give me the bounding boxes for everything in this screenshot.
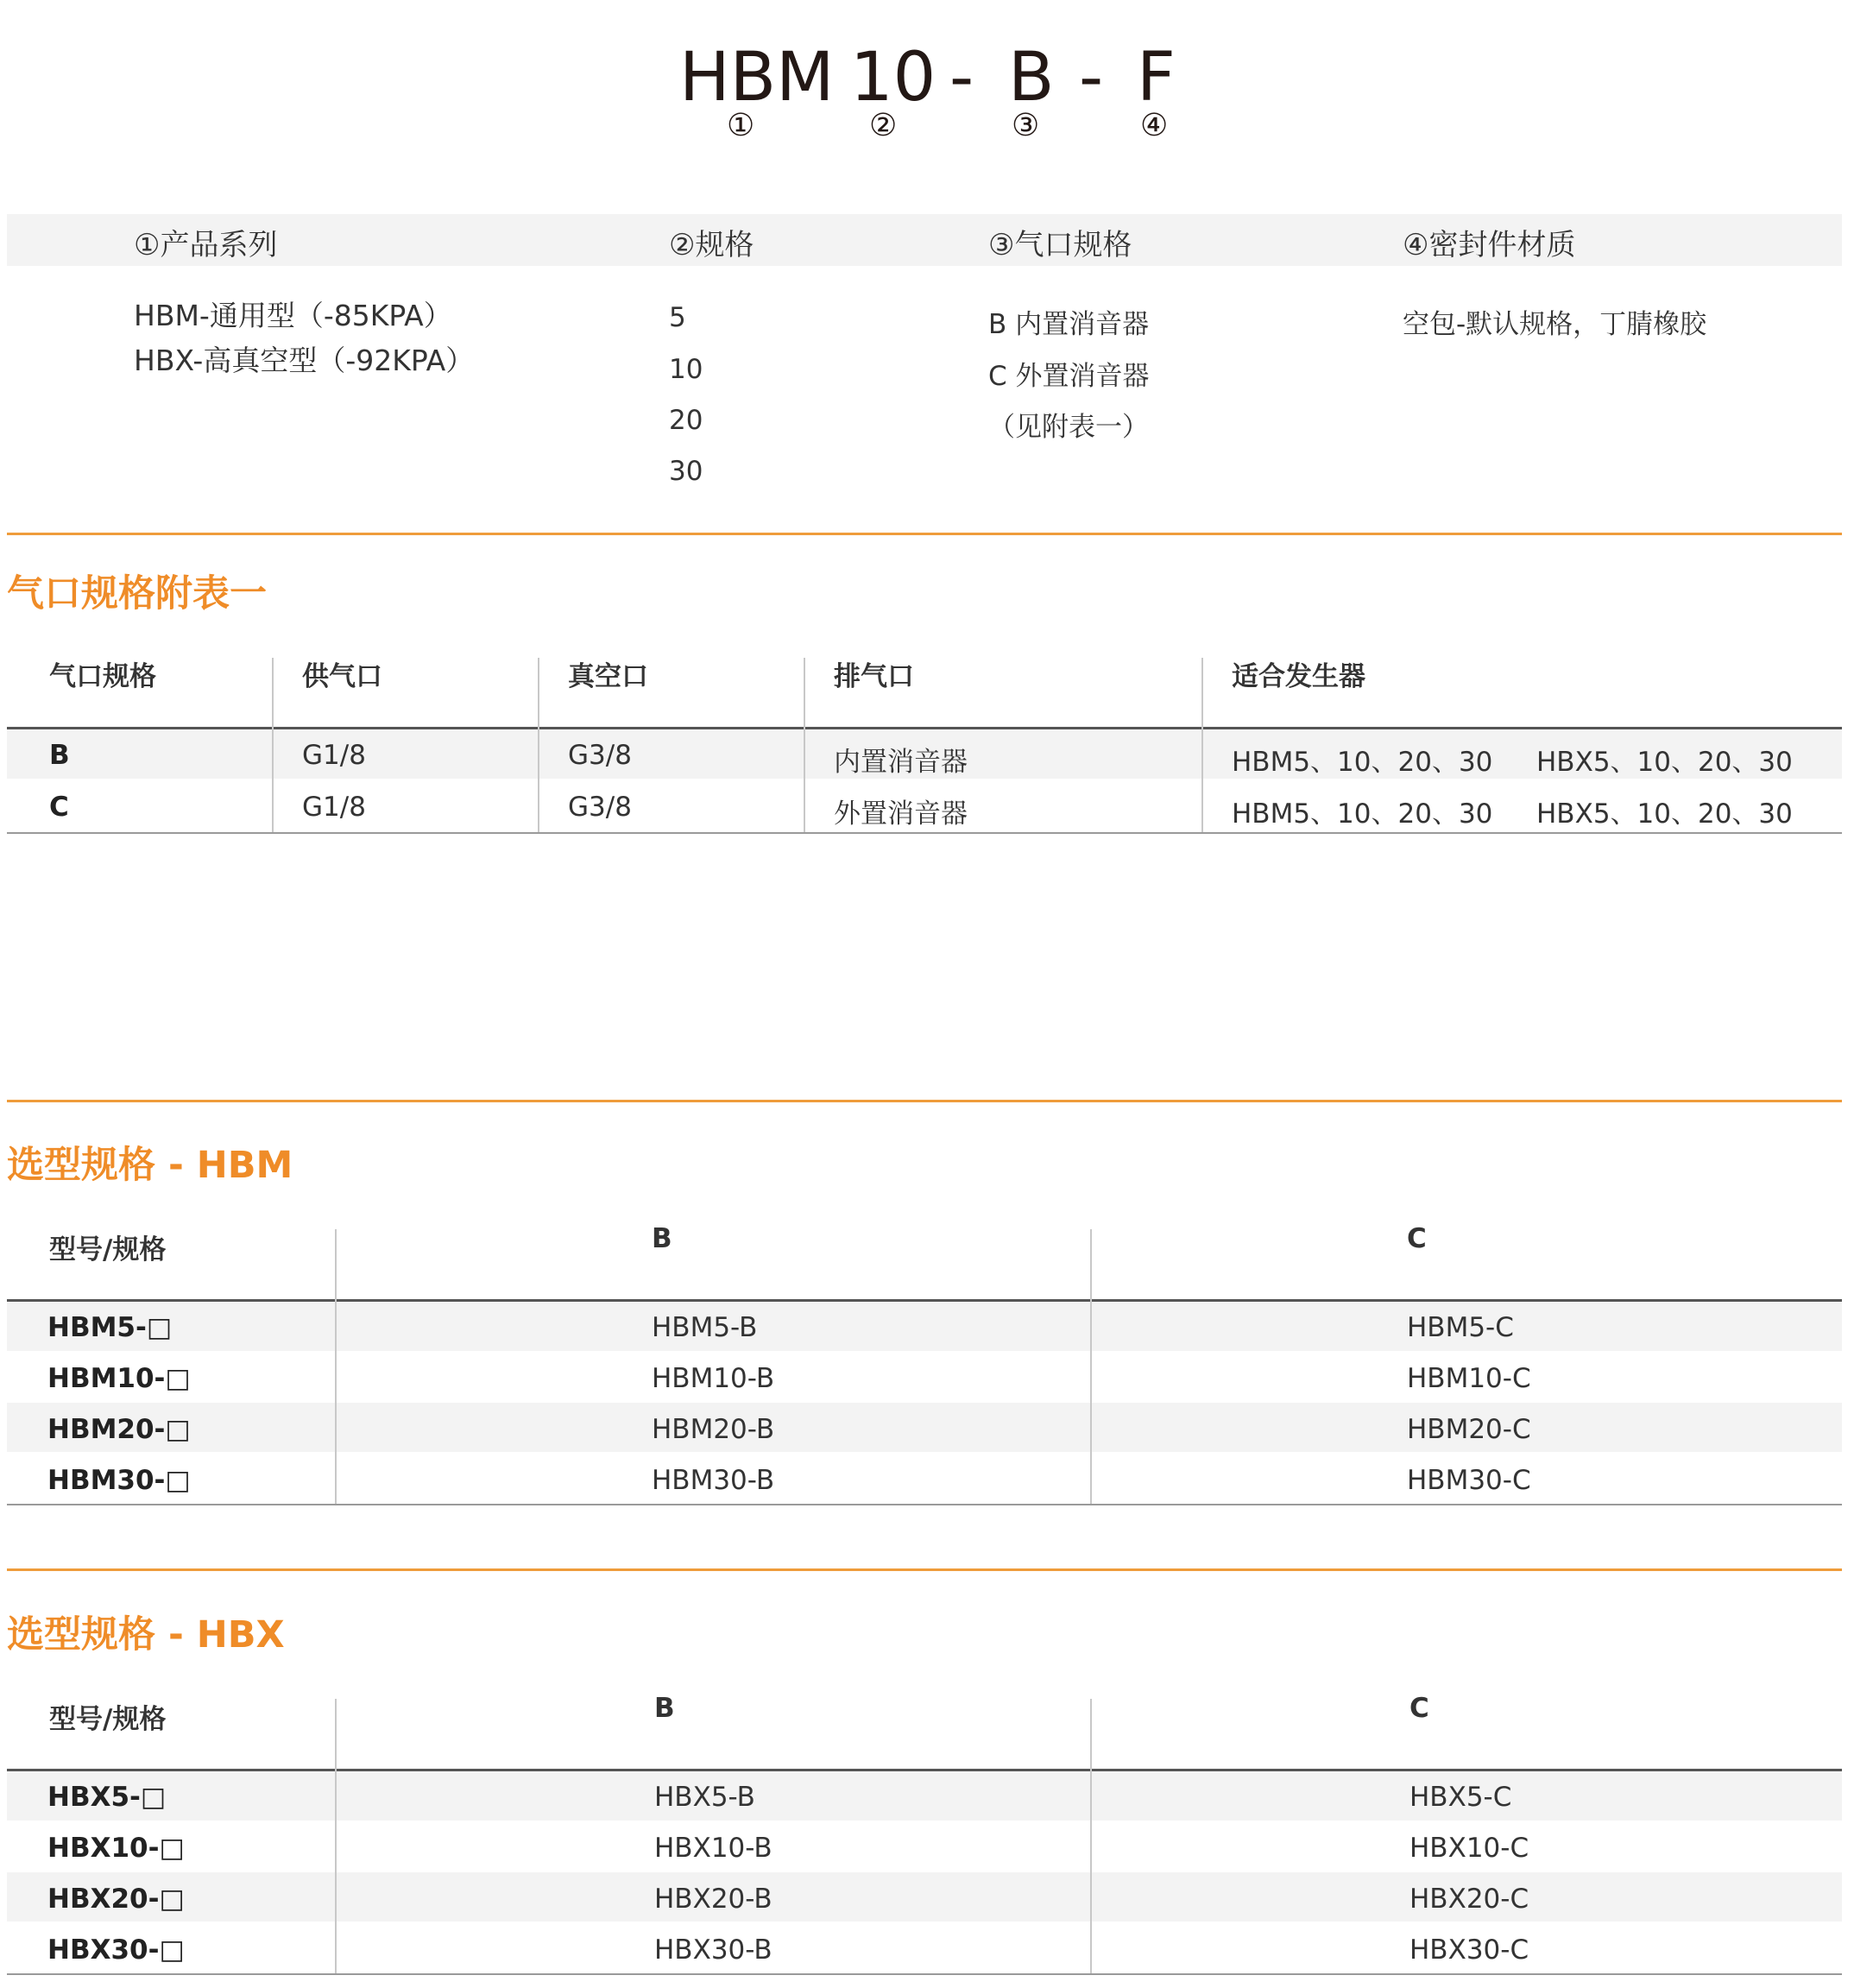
model-cell: HBM10-□	[47, 1363, 191, 1394]
legend-port-note: （见附表一）	[988, 412, 1149, 443]
col-header-c: C	[1409, 1693, 1429, 1724]
col-header-b: B	[652, 1223, 672, 1254]
legend-header-seal: ④密封件材质	[1403, 228, 1576, 262]
section-divider	[7, 1100, 1842, 1102]
legend-series-hbx: HBX-高真空型（-92KPA）	[134, 344, 475, 377]
row-shade	[7, 1302, 1842, 1351]
model-cell: HBM5-□	[47, 1312, 173, 1343]
c-cell: HBM20-C	[1407, 1414, 1531, 1445]
model-cell: HBM30-□	[47, 1465, 191, 1496]
table-bottom-rule	[7, 832, 1842, 834]
table-bottom-rule	[7, 1973, 1842, 1975]
code-dash-2: -	[1079, 39, 1104, 117]
port-code-cell: B	[49, 740, 70, 771]
section-divider	[7, 1568, 1842, 1571]
b-cell: HBX10-B	[654, 1833, 772, 1864]
model-cell: HBX5-□	[47, 1782, 167, 1813]
c-cell: HBX20-C	[1409, 1884, 1529, 1915]
model-cell: HBX30-□	[47, 1934, 185, 1966]
table-bottom-rule	[7, 1504, 1842, 1505]
legend-header-series: ①产品系列	[134, 228, 278, 262]
generator-hbm-cell: HBM5、10、20、30	[1232, 798, 1493, 830]
legend-port-item: B 内置消音器	[988, 309, 1150, 340]
column-separator	[335, 1699, 337, 1975]
col-header-generator: 适合发生器	[1232, 661, 1365, 692]
vacuum-cell: G3/8	[568, 740, 632, 771]
legend-series-hbm: HBM-通用型（-85KPA）	[134, 299, 452, 332]
code-port: B	[1008, 39, 1055, 117]
column-separator	[1201, 658, 1203, 834]
c-cell: HBM10-C	[1407, 1363, 1531, 1394]
generator-hbx-cell: HBX5、10、20、30	[1536, 798, 1793, 830]
b-cell: HBM5-B	[652, 1312, 758, 1343]
legend-header-port: ③气口规格	[988, 228, 1132, 262]
b-cell: HBM10-B	[652, 1363, 775, 1394]
c-cell: HBX30-C	[1409, 1934, 1529, 1966]
generator-hbm-cell: HBM5、10、20、30	[1232, 747, 1493, 778]
legend-header-size: ②规格	[669, 228, 754, 262]
legend-seal-item: 空包-默认规格，丁腈橡胶	[1403, 309, 1707, 340]
row-shade	[7, 1771, 1842, 1821]
legend-size-item: 10	[669, 354, 703, 385]
c-cell: HBX5-C	[1409, 1782, 1512, 1813]
legend-size-item: 30	[669, 456, 703, 487]
column-separator	[335, 1229, 337, 1505]
col-header-port: 气口规格	[49, 661, 156, 692]
col-header-c: C	[1407, 1223, 1427, 1254]
supply-cell: G1/8	[302, 740, 366, 771]
row-shade	[7, 1403, 1842, 1452]
legend-port-item: C 外置消音器	[988, 361, 1150, 392]
col-header-vacuum: 真空口	[568, 661, 648, 692]
marker-2: ②	[869, 108, 898, 143]
row-shade	[7, 1872, 1842, 1922]
code-series: HBM	[679, 39, 835, 117]
col-header-exhaust: 排气口	[834, 661, 914, 692]
b-cell: HBM20-B	[652, 1414, 775, 1445]
port-code-cell: C	[49, 792, 69, 823]
column-separator	[1090, 1229, 1092, 1505]
exhaust-cell: 外置消音器	[834, 798, 968, 830]
marker-1: ①	[727, 108, 755, 143]
column-separator	[804, 658, 805, 834]
section-title: 选型规格 - HBX	[7, 1613, 285, 1657]
c-cell: HBM5-C	[1407, 1312, 1514, 1343]
section-title: 气口规格附表一	[7, 572, 267, 615]
col-header-b: B	[654, 1693, 675, 1724]
b-cell: HBX5-B	[654, 1782, 755, 1813]
column-separator	[538, 658, 539, 834]
section-divider	[7, 533, 1842, 535]
b-cell: HBM30-B	[652, 1465, 775, 1496]
model-cell: HBX10-□	[47, 1833, 185, 1864]
marker-4: ④	[1140, 108, 1169, 143]
c-cell: HBM30-C	[1407, 1465, 1531, 1496]
col-header-model: 型号/规格	[49, 1234, 167, 1265]
supply-cell: G1/8	[302, 792, 366, 823]
model-cell: HBM20-□	[47, 1414, 191, 1445]
legend-size-item: 5	[669, 302, 686, 333]
section-title: 选型规格 - HBM	[7, 1144, 293, 1187]
col-header-supply: 供气口	[302, 661, 382, 692]
b-cell: HBX30-B	[654, 1934, 772, 1966]
legend-size-item: 20	[669, 405, 703, 436]
generator-hbx-cell: HBX5、10、20、30	[1536, 747, 1793, 778]
vacuum-cell: G3/8	[568, 792, 632, 823]
code-size: 10	[850, 39, 936, 117]
column-separator	[1090, 1699, 1092, 1975]
exhaust-cell: 内置消音器	[834, 747, 968, 778]
c-cell: HBX10-C	[1409, 1833, 1529, 1864]
code-seal: F	[1137, 39, 1176, 117]
model-cell: HBX20-□	[47, 1884, 185, 1915]
col-header-model: 型号/规格	[49, 1704, 167, 1735]
b-cell: HBX20-B	[654, 1884, 772, 1915]
marker-3: ③	[1012, 108, 1040, 143]
code-dash-1: -	[949, 39, 974, 117]
column-separator	[272, 658, 274, 834]
